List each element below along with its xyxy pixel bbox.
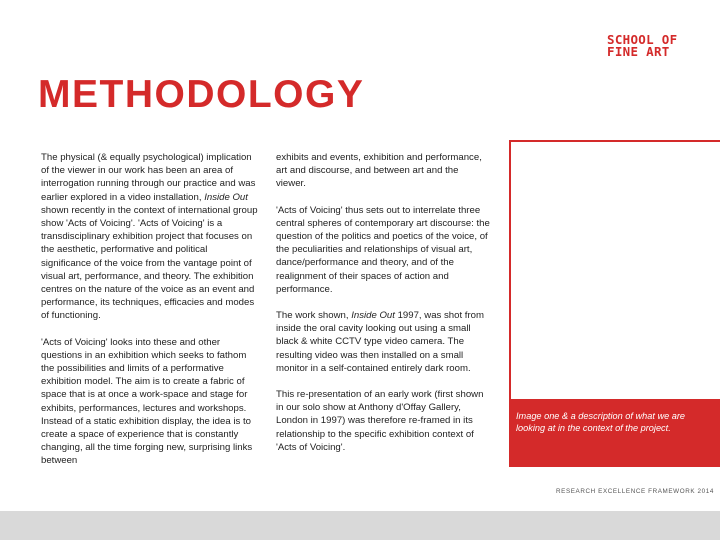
left-paragraph-2: 'Acts of Voicing' looks into these and other questions in an exhibition which seeks to fathom the possibilities and limits of a performative exhibition model. The aim is to create a fabric of space that is at once a work-space and stage for exhibits, performances, lectures and workshops. Instead of a static exhibition display, the idea is to create a space of experience that is constantly changing, all the time forging new, surprising links between (41, 336, 253, 467)
left-text-column (41, 151, 259, 481)
logo-line-1: SCHOOL OF (607, 32, 678, 47)
image-placeholder (509, 140, 720, 401)
middle-paragraph-3: The work shown, Inside Out 1997, was shot from inside the oral cavity looking out using a small black & white CCTV type video camera. The resulting video was then installed on a small monitor in a self-contained entirely dark room. (276, 310, 484, 374)
work-title-italic: Inside Out (351, 310, 395, 322)
image-caption: Image one & a description of what we are looking at in the context of the project. (516, 411, 686, 433)
middle-paragraph-1: exhibits and events, exhibition and performance, art and discourse, and between art and the viewer. (276, 152, 482, 190)
bottom-band (0, 511, 720, 540)
middle-text-column (276, 151, 490, 467)
logo-line-2: FINE ART (607, 44, 670, 59)
footer-label: RESEARCH EXCELLENCE FRAMEWORK 2014 (556, 488, 714, 495)
caption-box (509, 401, 720, 467)
left-paragraph-1: The physical (& equally psychological) implication of the viewer in our work has been an area of interrogation running through our practice and was earlier explored in a video installation, Inside Out shown recently in the context of international group show 'Acts of Voicing'. 'Acts of Voicing' is a transdisciplinary exhibition project that focuses on the aesthetic, performative and political significance of the voice from the vantage point of visual art, performance, and theory. The exhibition centres on the nature of the voice as an event and performance, its techniques, efficacies and modes of functioning. (41, 152, 258, 322)
middle-paragraph-4: This re-presentation of an early work (first shown in our solo show at Anthony d'Offay Gallery, London in 1997) was therefore re-framed in its relationship to the specific exhibition context of 'Acts of Voicing'. (276, 389, 484, 453)
page-title: METHODOLOGY (38, 73, 365, 116)
middle-paragraph-2: 'Acts of Voicing' thus sets out to interrelate three central spheres of contemporary art discourse: the question of the politics and poetics of the voice, of the peculiarities and relationships of visual art, dance/performance and theory, and of the realignment of their spaces of action and performance. (276, 204, 490, 295)
school-of-fine-art-logo (607, 34, 677, 58)
work-title-italic: Inside Out (204, 191, 248, 203)
